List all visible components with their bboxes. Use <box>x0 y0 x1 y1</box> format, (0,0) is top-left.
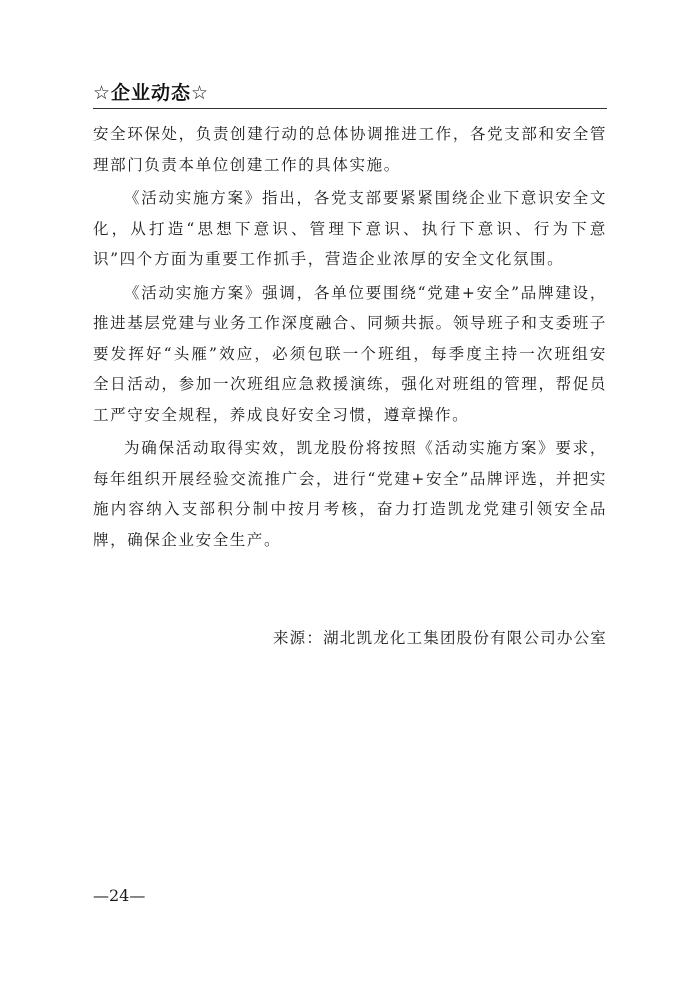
paragraph: 为确保活动取得实效，凯龙股份将按照《活动实施方案》要求，每年组织开展经验交流推广会，进行“党建+安全”品牌评选，并把实施内容纳入支部积分制中按月考核，奋力打造凯龙党建引领安全品牌，确保企业安全生产。 <box>93 439 607 549</box>
article-body <box>93 119 607 558</box>
source-attribution: 来源：湖北凯龙化工集团股份有限公司办公室 <box>272 629 607 647</box>
page-header <box>93 80 607 106</box>
paragraph: 《活动实施方案》强调，各单位要围绕“党建+安全”品牌建设，推进基层党建与业务工作深度融合、同频共振。领导班子和支委班子要发挥好“头雁”效应，必须包联一个班组，每季度主持一次班组安全日活动，参加一次班组应急救援演练，强化对班组的管理，帮促员工严守安全规程，养成良好安全习惯，遵章操作。 <box>93 283 607 424</box>
paragraph-continuation: 安全环保处，负责创建行动的总体协调推进工作，各党支部和安全管理部门负责本单位创建工作的具体实施。 <box>93 125 607 174</box>
header-divider <box>93 108 607 109</box>
paragraph: 《活动实施方案》指出，各党支部要紧紧围绕企业下意识安全文化，从打造“思想下意识、管理下意识、执行下意识、行为下意识”四个方面为重要工作抓手，营造企业浓厚的安全文化氛围。 <box>93 189 607 268</box>
page-number: —24— <box>93 886 146 905</box>
section-title: ☆企业动态☆ <box>93 82 210 104</box>
